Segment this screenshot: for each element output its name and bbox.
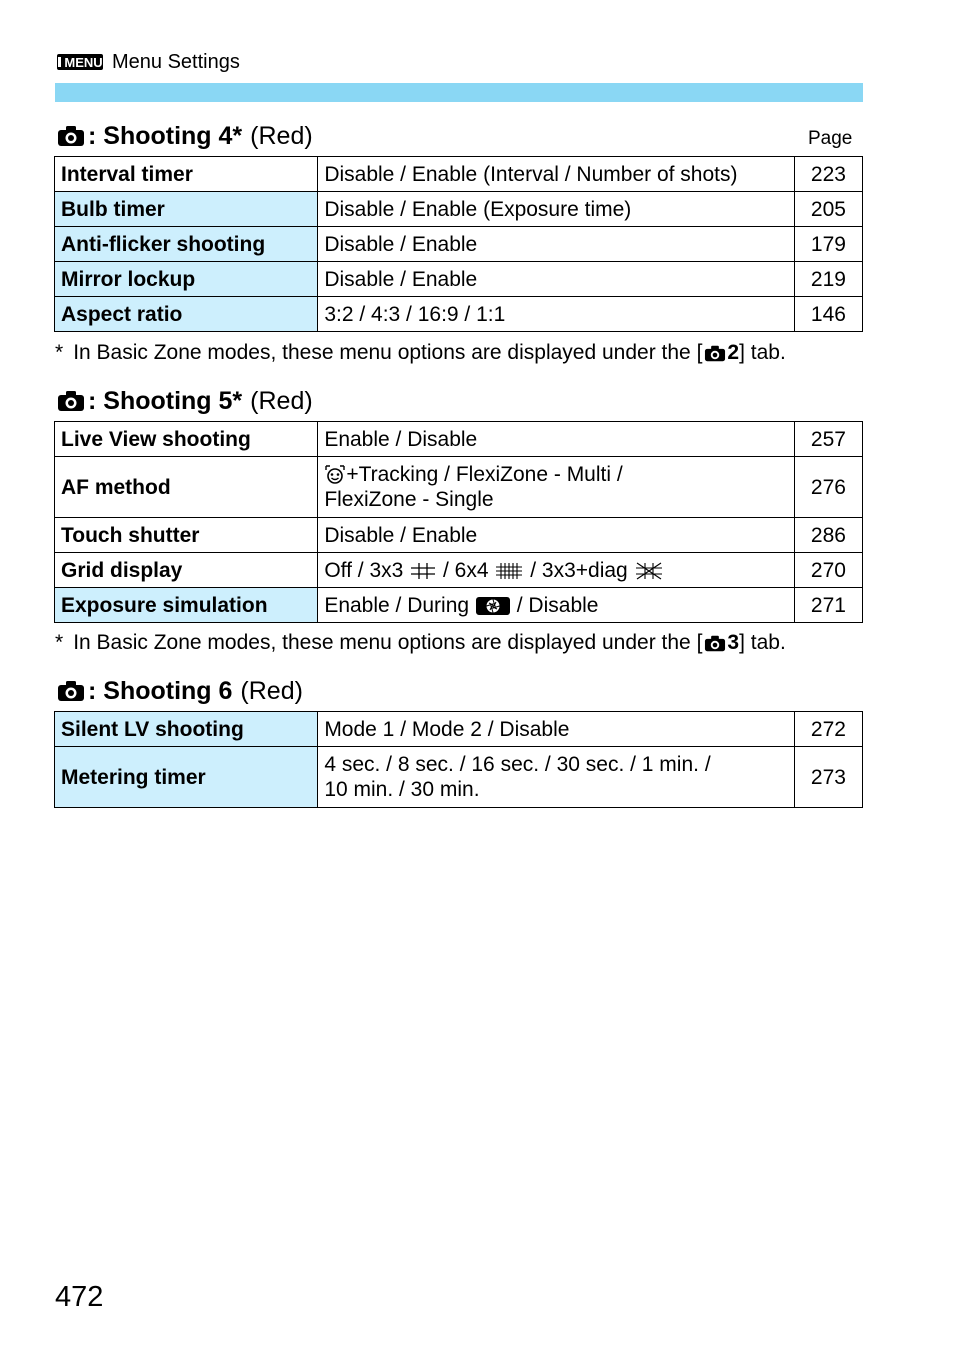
setting-name: Live View shooting [55,422,318,457]
footnote-tab-number: 2 [727,341,740,364]
depth-of-field-preview-icon [475,595,511,617]
section-title-suffix: (Red) [250,386,313,415]
setting-name: Grid display [55,553,318,588]
setting-name: AF method [55,457,318,518]
setting-name: Metering timer [55,747,318,808]
page-ref: 179 [794,227,862,262]
footnote-after: ] tab. [739,341,786,364]
camera-icon [57,390,85,412]
setting-value: Disable / Enable [318,227,795,262]
section-title-shooting-5 [57,384,313,418]
grid-option-3x3-diag: / 3x3+diag [530,558,628,582]
setting-name: Anti-flicker shooting [55,227,318,262]
section-title-text: : Shooting 6 [88,676,233,705]
page-ref: 270 [794,553,862,588]
setting-value: Disable / Enable (Exposure time) [318,192,795,227]
table-row [55,553,863,588]
section-title-text: : Shooting 4* [88,121,243,150]
shooting-4-table [54,156,863,332]
table-row [55,422,863,457]
footnote-text: In Basic Zone modes, these menu options are displayed under the [ [73,341,703,364]
page-ref: 272 [794,712,862,747]
exposure-option-enable-during: Enable / During [324,593,470,617]
table-row [55,192,863,227]
section-title-shooting-6 [57,674,303,708]
page-ref: 273 [794,747,862,808]
table-row [55,297,863,332]
setting-value [318,553,795,588]
page-number: 472 [55,1281,104,1313]
setting-name: Mirror lockup [55,262,318,297]
setting-value: 3:2 / 4:3 / 16:9 / 1:1 [318,297,795,332]
section-title-shooting-4 [57,119,313,153]
section-title-suffix: (Red) [250,121,313,150]
setting-name: Silent LV shooting [55,712,318,747]
metering-timer-line-2: 10 min. / 30 min. [324,778,480,801]
af-method-line-2: FlexiZone - Single [324,488,494,511]
camera-icon [704,345,726,362]
page-ref: 146 [794,297,862,332]
exposure-option-disable: / Disable [516,593,599,617]
grid-6x4-icon [494,561,524,581]
section-title-text: : Shooting 5* [88,386,243,415]
camera-icon [57,680,85,702]
setting-name: Touch shutter [55,518,318,553]
setting-value [318,457,795,518]
metering-timer-line-1: 4 sec. / 8 sec. / 16 sec. / 30 sec. / 1 min. / [324,753,711,776]
page-ref: 219 [794,262,862,297]
footnote [55,341,786,365]
section-title-suffix: (Red) [240,676,303,705]
grid-3x3-icon [409,561,437,581]
table-row [55,262,863,297]
table-row [55,747,863,808]
accent-bar [55,83,863,102]
page-ref: 271 [794,588,862,623]
setting-value: Disable / Enable [318,262,795,297]
setting-name: Bulb timer [55,192,318,227]
camera-icon [57,125,85,147]
grid-option-6x4: / 6x4 [443,558,489,582]
shooting-6-table [54,711,863,808]
footnote-star: * [55,341,64,364]
footnote [55,631,786,655]
grid-3x3-diag-icon [634,561,664,581]
page-ref: 286 [794,518,862,553]
setting-value [318,588,795,623]
page-ref: 205 [794,192,862,227]
setting-name: Aspect ratio [55,297,318,332]
setting-value [318,747,795,808]
table-row [55,157,863,192]
footnote-tab-number: 3 [727,631,740,654]
table-row [55,588,863,623]
page-ref: 223 [794,157,862,192]
page-ref: 276 [794,457,862,518]
page-header [57,50,240,74]
table-row [55,518,863,553]
setting-value: Disable / Enable (Interval / Number of shots) [318,157,795,192]
menu-icon: MENU [57,54,103,70]
page-ref: 257 [794,422,862,457]
table-row [55,712,863,747]
table-row [55,227,863,262]
grid-option-off-3x3: Off / 3x3 [324,558,404,582]
setting-name: Interval timer [55,157,318,192]
face-tracking-icon [324,464,346,486]
setting-value: Mode 1 / Mode 2 / Disable [318,712,795,747]
table-row [55,457,863,518]
setting-name: Exposure simulation [55,588,318,623]
page-column-label: Page [808,128,853,149]
setting-value: Enable / Disable [318,422,795,457]
footnote-star: * [55,631,64,654]
af-method-line-1: +Tracking / FlexiZone - Multi / [346,463,623,486]
camera-icon [704,635,726,652]
footnote-text: In Basic Zone modes, these menu options are displayed under the [ [73,631,703,654]
setting-value: Disable / Enable [318,518,795,553]
header-title: Menu Settings [112,50,240,73]
shooting-5-table [54,421,863,623]
footnote-after: ] tab. [739,631,786,654]
